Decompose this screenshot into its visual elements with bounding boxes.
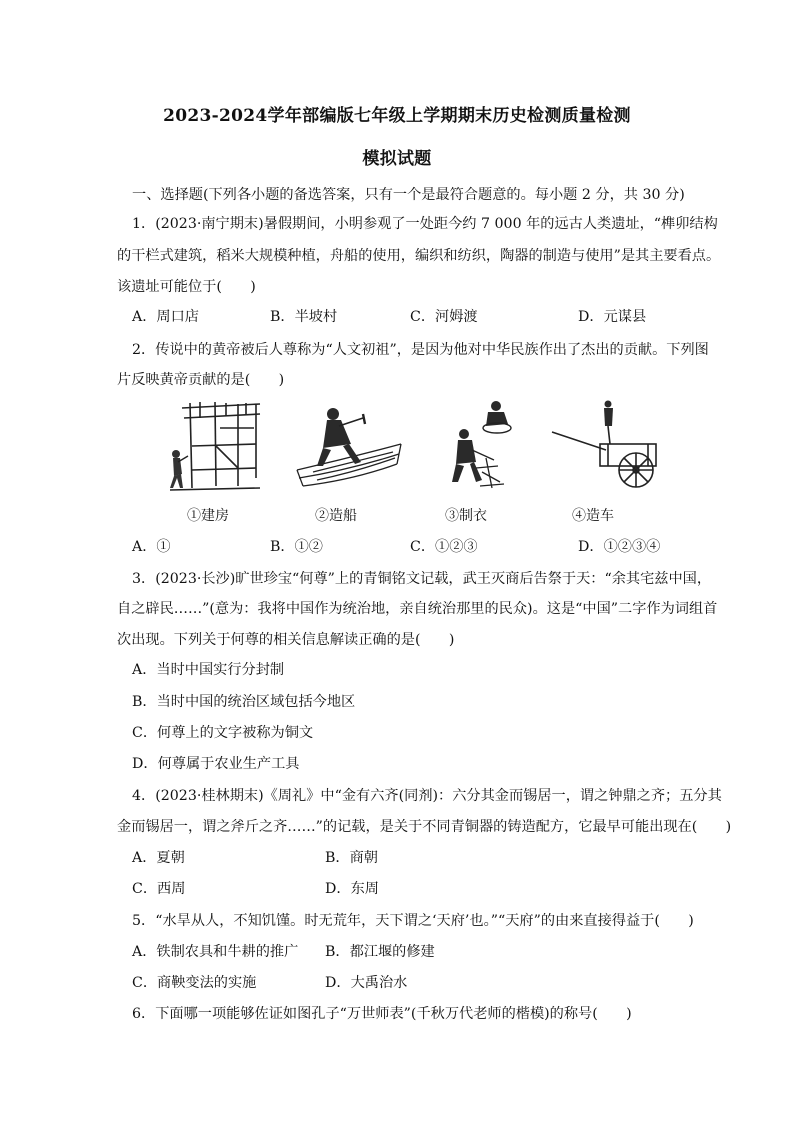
q4-option-b: B．商朝 xyxy=(325,850,378,866)
q2-option-a: A．① xyxy=(132,539,171,555)
q2-option-b: B．①② xyxy=(270,539,323,555)
q5-option-d: D．大禹治水 xyxy=(325,975,408,991)
q5-option-b: B．都江堰的修建 xyxy=(325,944,435,960)
q2-option-c: C．①②③ xyxy=(410,539,478,555)
q4-line-2: 金而锡居一，谓之斧斤之齐……”的记载，是关于不同青铜器的铸造配方，它最早可能出现在( ) xyxy=(117,819,732,835)
caption-make-clothes: ③制衣 xyxy=(445,508,487,524)
caption-build-boat: ②造船 xyxy=(315,508,357,524)
q1-option-a: A．周口店 xyxy=(132,309,199,325)
q5-line-1: 5．“水旱从人，不知饥馑。时无荒年，天下谓之‘天府’也。”“天府”的由来直接得益于( ) xyxy=(132,913,694,929)
q3-line-3: 次出现。下列关于何尊的相关信息解读正确的是( ) xyxy=(117,632,455,648)
q3-option-d: D．何尊属于农业生产工具 xyxy=(132,756,300,772)
q4-option-c: C．西周 xyxy=(132,881,186,897)
q2-line-1: 2．传说中的黄帝被后人尊称为“人文初祖”，是因为他对中华民族作出了杰出的贡献。下列图 xyxy=(132,342,709,358)
exam-title: 2023-2024学年部编版七年级上学期期末历史检测质量检测 xyxy=(163,106,631,126)
q3-option-a: A．当时中国实行分封制 xyxy=(132,662,285,678)
q4-option-d: D．东周 xyxy=(325,881,379,897)
q1-option-c: C．河姆渡 xyxy=(410,309,478,325)
caption-build-house: ①建房 xyxy=(187,508,229,524)
exam-subtitle: 模拟试题 xyxy=(362,149,432,169)
q2-option-d: D．①②③④ xyxy=(578,539,661,555)
q1-option-d: D．元谋县 xyxy=(578,309,647,325)
q5-option-c: C．商鞅变法的实施 xyxy=(132,975,257,991)
q1-line-1: 1．(2023·南宁期末)暑假期间，小明参观了一处距今约 7 000 年的远古人类遗址，“榫卯结构 xyxy=(132,216,718,232)
q6-line-1: 6．下面哪一项能够佐证如图孔子“万世师表”(千秋万代老师的楷模)的称号( ) xyxy=(132,1006,632,1022)
q4-option-a: A．夏朝 xyxy=(132,850,185,866)
clothes-making-figure xyxy=(442,398,524,494)
q1-line-3: 该遗址可能位于( ) xyxy=(117,279,256,295)
section-heading: 一、选择题(下列各小题的备选答案，只有一个是最符合题意的。每小题 2 分，共 30 分) xyxy=(132,187,685,203)
boat-making-figure xyxy=(293,400,405,492)
q3-option-b: B．当时中国的统治区域包括今地区 xyxy=(132,694,356,710)
q3-line-1: 3．(2023·长沙)旷世珍宝“何尊”上的青铜铭文记载，武王灭商后告祭于天：“余其宅兹中国， xyxy=(132,571,712,587)
q4-line-1: 4．(2023·桂林期末)《周礼》中“金有六齐(同剂)：六分其金而锡居一，谓之钟鼎之齐；五分其 xyxy=(132,788,722,804)
cart-figure xyxy=(546,398,668,494)
q2-line-2: 片反映黄帝贡献的是( ) xyxy=(117,372,285,388)
q5-option-a: A．铁制农具和牛耕的推广 xyxy=(132,944,299,960)
q1-option-b: B．半坡村 xyxy=(270,309,338,325)
q3-line-2: 自之辟民……”(意为：我将中国作为统治地，亲自统治那里的民众)。这是“中国”二字作为词组首 xyxy=(117,601,718,617)
q3-option-c: C．何尊上的文字被称为铜文 xyxy=(132,725,314,741)
caption-build-cart: ④造车 xyxy=(572,508,614,524)
q1-line-2: 的干栏式建筑，稻米大规模种植，舟船的使用，编织和纺织，陶器的制造与使用”是其主要看点。 xyxy=(117,248,721,264)
building-figure xyxy=(160,398,266,494)
